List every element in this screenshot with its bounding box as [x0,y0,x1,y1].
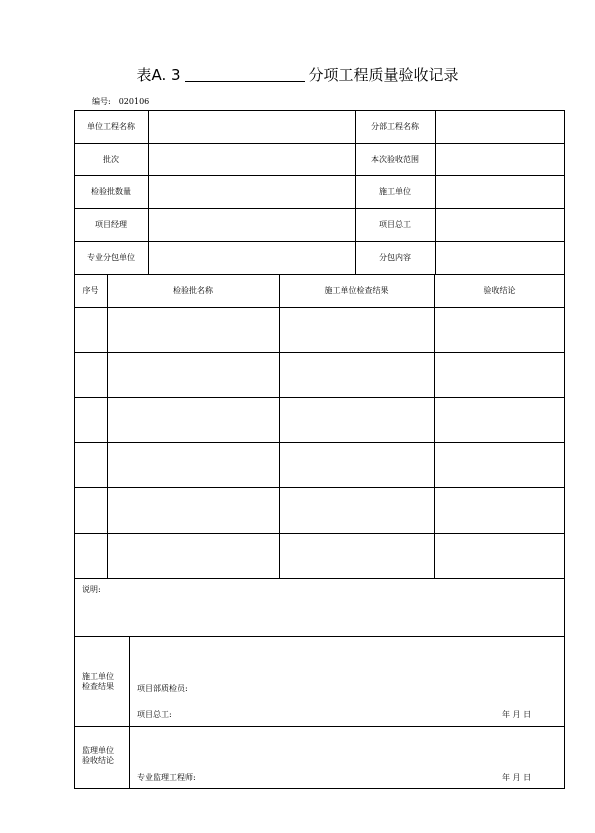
title-blank-line[interactable] [185,67,305,82]
row-divider [74,397,565,398]
row-divider [74,352,565,353]
chief-label: 项目总工: [137,710,172,719]
label-construction-unit: 施工单位 [379,187,411,196]
label-inspection-batch-count: 检验批数量 [91,187,131,196]
field-chief-engineer[interactable] [435,208,565,241]
field-subcontract-content[interactable] [435,241,565,274]
section-divider [74,726,565,727]
form-title-prefix: 表A. 3 [136,66,181,84]
code-value: 020106 [118,97,150,106]
construction-label-line2: 检查结果 [82,682,114,691]
col-divider [279,274,280,578]
label-batch: 批次 [103,154,119,164]
label-sub-project-name: 分部工程名称 [371,122,419,131]
supervision-label-line2: 验收结论 [82,756,114,765]
row-divider [74,487,565,488]
col-divider [434,274,435,578]
supervision-label [82,746,114,766]
field-scope[interactable] [435,143,565,175]
field-sub-project-name[interactable] [435,110,565,143]
label-unit-project-name: 单位工程名称 [87,122,135,131]
label-project-manager: 项目经理 [95,220,127,229]
field-batch[interactable] [148,143,355,175]
construction-label-line1: 施工单位 [82,672,114,681]
construction-label [82,672,114,692]
section-divider [74,636,565,637]
field-construction-unit[interactable] [435,175,565,208]
supervision-date: 年 月 日 [502,773,532,782]
construction-date: 年 月 日 [502,710,532,719]
field-project-manager[interactable] [148,208,355,241]
row-divider [74,578,565,579]
form-code [92,96,157,107]
field-inspection-batch-count[interactable] [148,175,355,208]
inspector-label: 项目部质检员: [137,684,188,693]
label-subcontract-content: 分包内容 [379,253,411,262]
field-unit-project-name[interactable] [148,110,355,143]
label-scope: 本次验收范围 [371,154,419,164]
row-divider [74,442,565,443]
header-batch-name: 检验批名称 [173,286,213,295]
supervisor-label: 专业监理工程师: [137,773,196,782]
header-divider [74,307,565,308]
form-title-suffix: 分项工程质量验收记录 [308,66,459,84]
col-divider [107,274,108,578]
row-divider [74,533,565,534]
form-title [0,64,595,85]
col-divider [129,636,130,789]
label-chief-engineer: 项目总工 [379,220,411,229]
field-subcontractor[interactable] [148,241,355,274]
header-seq-no: 序号 [82,286,99,295]
header-check-result: 施工单位检查结果 [324,286,389,295]
code-label: 编号: [92,97,111,106]
label-subcontractor: 专业分包单位 [87,253,135,262]
notes-label: 说明: [82,585,101,594]
supervision-label-line1: 监理单位 [82,746,114,755]
header-conclusion: 验收结论 [483,286,516,295]
